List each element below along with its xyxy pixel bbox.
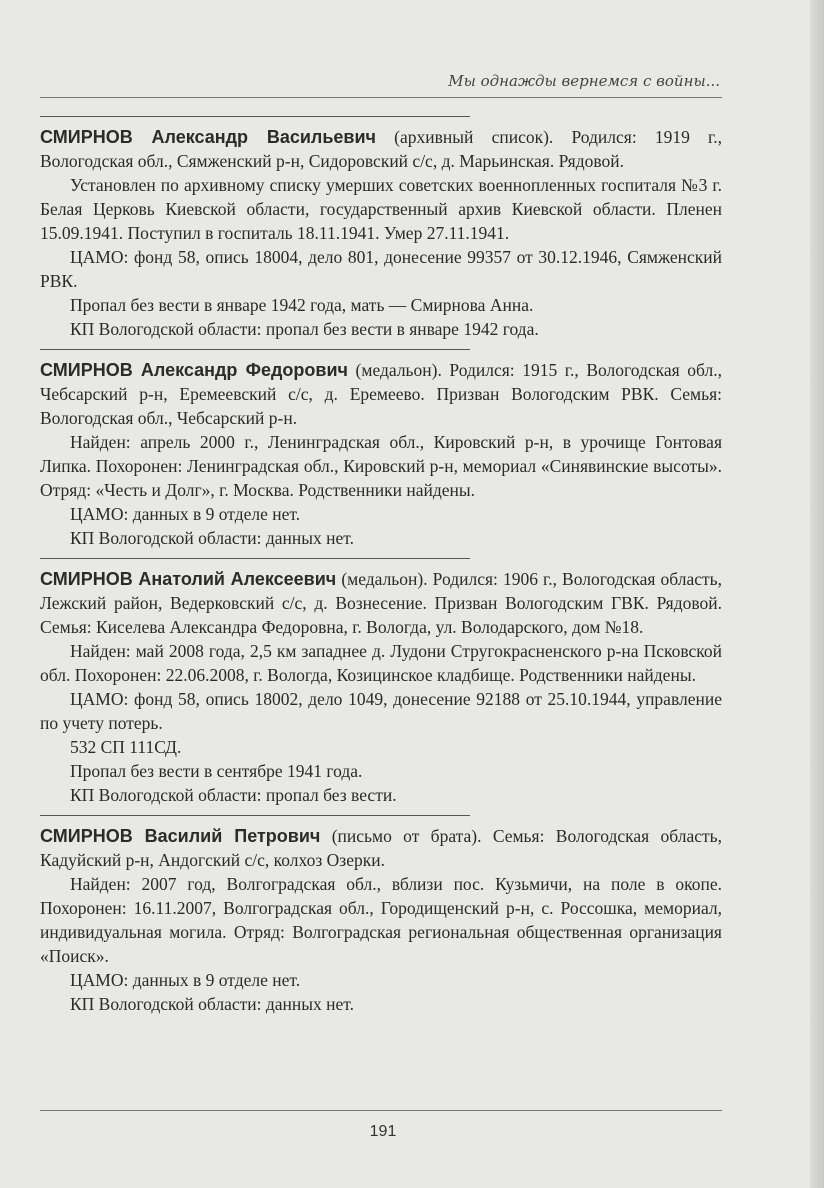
entry-name: СМИРНОВ Александр Васильевич [40,127,376,147]
entry-intro-text: (архивный список). Родился: 1919 г., Вологодская обл., Сямженский р-н, Сидоровский с/с, д. Марьинская. Рядовой. [40,127,723,171]
entry-paragraph: Установлен по архивному списку умерших советских военнопленных госпиталя №3 г. Белая Церковь Киевской области, государственный архив Киевской области. Пленен 15.09.1941. Поступил в госпиталь 18.11.1941. Умер 27.11.1941. [40,175,722,243]
entry-paragraph: КП Вологодской области: пропал без вести в январе 1942 года. [70,319,539,339]
entry-paragraph: ЦАМО: фонд 58, опись 18002, дело 1049, донесение 92188 от 25.10.1944, управление по учету потерь. [40,689,722,733]
entry [40,558,722,807]
entry-paragraph: Пропал без вести в сентябре 1941 года. [70,761,363,781]
entry-paragraph: Пропал без вести в январе 1942 года, мать — Смирнова Анна. [70,295,534,315]
entry-intro-text: (письмо от брата). Семья: Вологодская область, Кадуйский р-н, Андогский с/с, колхоз Озерки. [40,826,722,870]
entry-paragraph: Найден: май 2008 года, 2,5 км западнее д. Лудони Стругокрасненского р-на Псковской обл. Похоронен: 22.06.2008, г. Вологда, Козицинское кладбище. Родственники найдены. [40,641,722,685]
entry [40,815,722,1016]
entry-name: СМИРНОВ Анатолий Алексеевич [40,569,337,589]
entry-intro [40,358,722,430]
page-number: 191 [369,1123,397,1140]
entry-rule [40,558,470,559]
entry-intro [40,567,722,639]
entry-intro-text: (медальон). Родился: 1915 г., Вологодская обл., Чебсарский р-н, Еремеевский с/с, д. Еремеево. Призван Вологодским РВК. Семья: Вологодская обл., Чебсарский р-н. [40,360,722,428]
entry-intro-text: (медальон). Родился: 1906 г., Вологодская область, Лежский район, Ведерковский с/с, д. Вознесение. Призван Вологодским ГВК. Рядовой. Семья: Киселева Александра Федоровна, г. Вологда, ул. Володарского, дом №18. [40,569,722,637]
entry-intro [40,125,722,173]
entry [40,349,722,550]
entry-paragraph: 532 СП 111СД. [70,737,182,757]
page-edge-shadow [810,0,824,1188]
footer-rule [40,1110,722,1111]
entry-rule [40,815,470,816]
entries-list [40,116,722,1024]
entry-name: СМИРНОВ Александр Федорович [40,360,348,380]
entry-paragraph: ЦАМО: данных в 9 отделе нет. [70,504,301,524]
entry-paragraph: Найден: апрель 2000 г., Ленинградская обл., Кировский р-н, в урочище Гонтовая Липка. Похоронен: Ленинградская обл., Кировский р-н, мемориал «Синявинские высоты». Отряд: «Честь и Долг», г. Москва. Родственники найдены. [40,432,722,500]
entry-paragraph: КП Вологодской области: пропал без вести. [70,785,397,805]
entry-paragraph: Найден: 2007 год, Волгоградская обл., вблизи пос. Кузьмичи, на поле в окопе. Похоронен: 16.11.2007, Волгоградская обл., Городищенский р-н, с. Россошка, мемориал, индивидуальная могила. Отряд: Волгоградская региональная общественная организация «Поиск». [40,874,722,966]
entry-rule [40,116,470,117]
entry-intro [40,824,722,872]
entry-paragraph: КП Вологодской области: данных нет. [70,994,354,1014]
entry [40,116,722,341]
entry-paragraph: КП Вологодской области: данных нет. [70,528,354,548]
entry-name: СМИРНОВ Василий Петрович [40,826,321,846]
entry-rule [40,349,470,350]
entry-paragraph: ЦАМО: фонд 58, опись 18004, дело 801, донесение 99357 от 30.12.1946, Сямженский РВК. [40,247,722,291]
header-rule [40,97,722,98]
running-head: Мы однажды вернемся с войны... [448,72,720,90]
entry-paragraph: ЦАМО: данных в 9 отделе нет. [70,970,301,990]
